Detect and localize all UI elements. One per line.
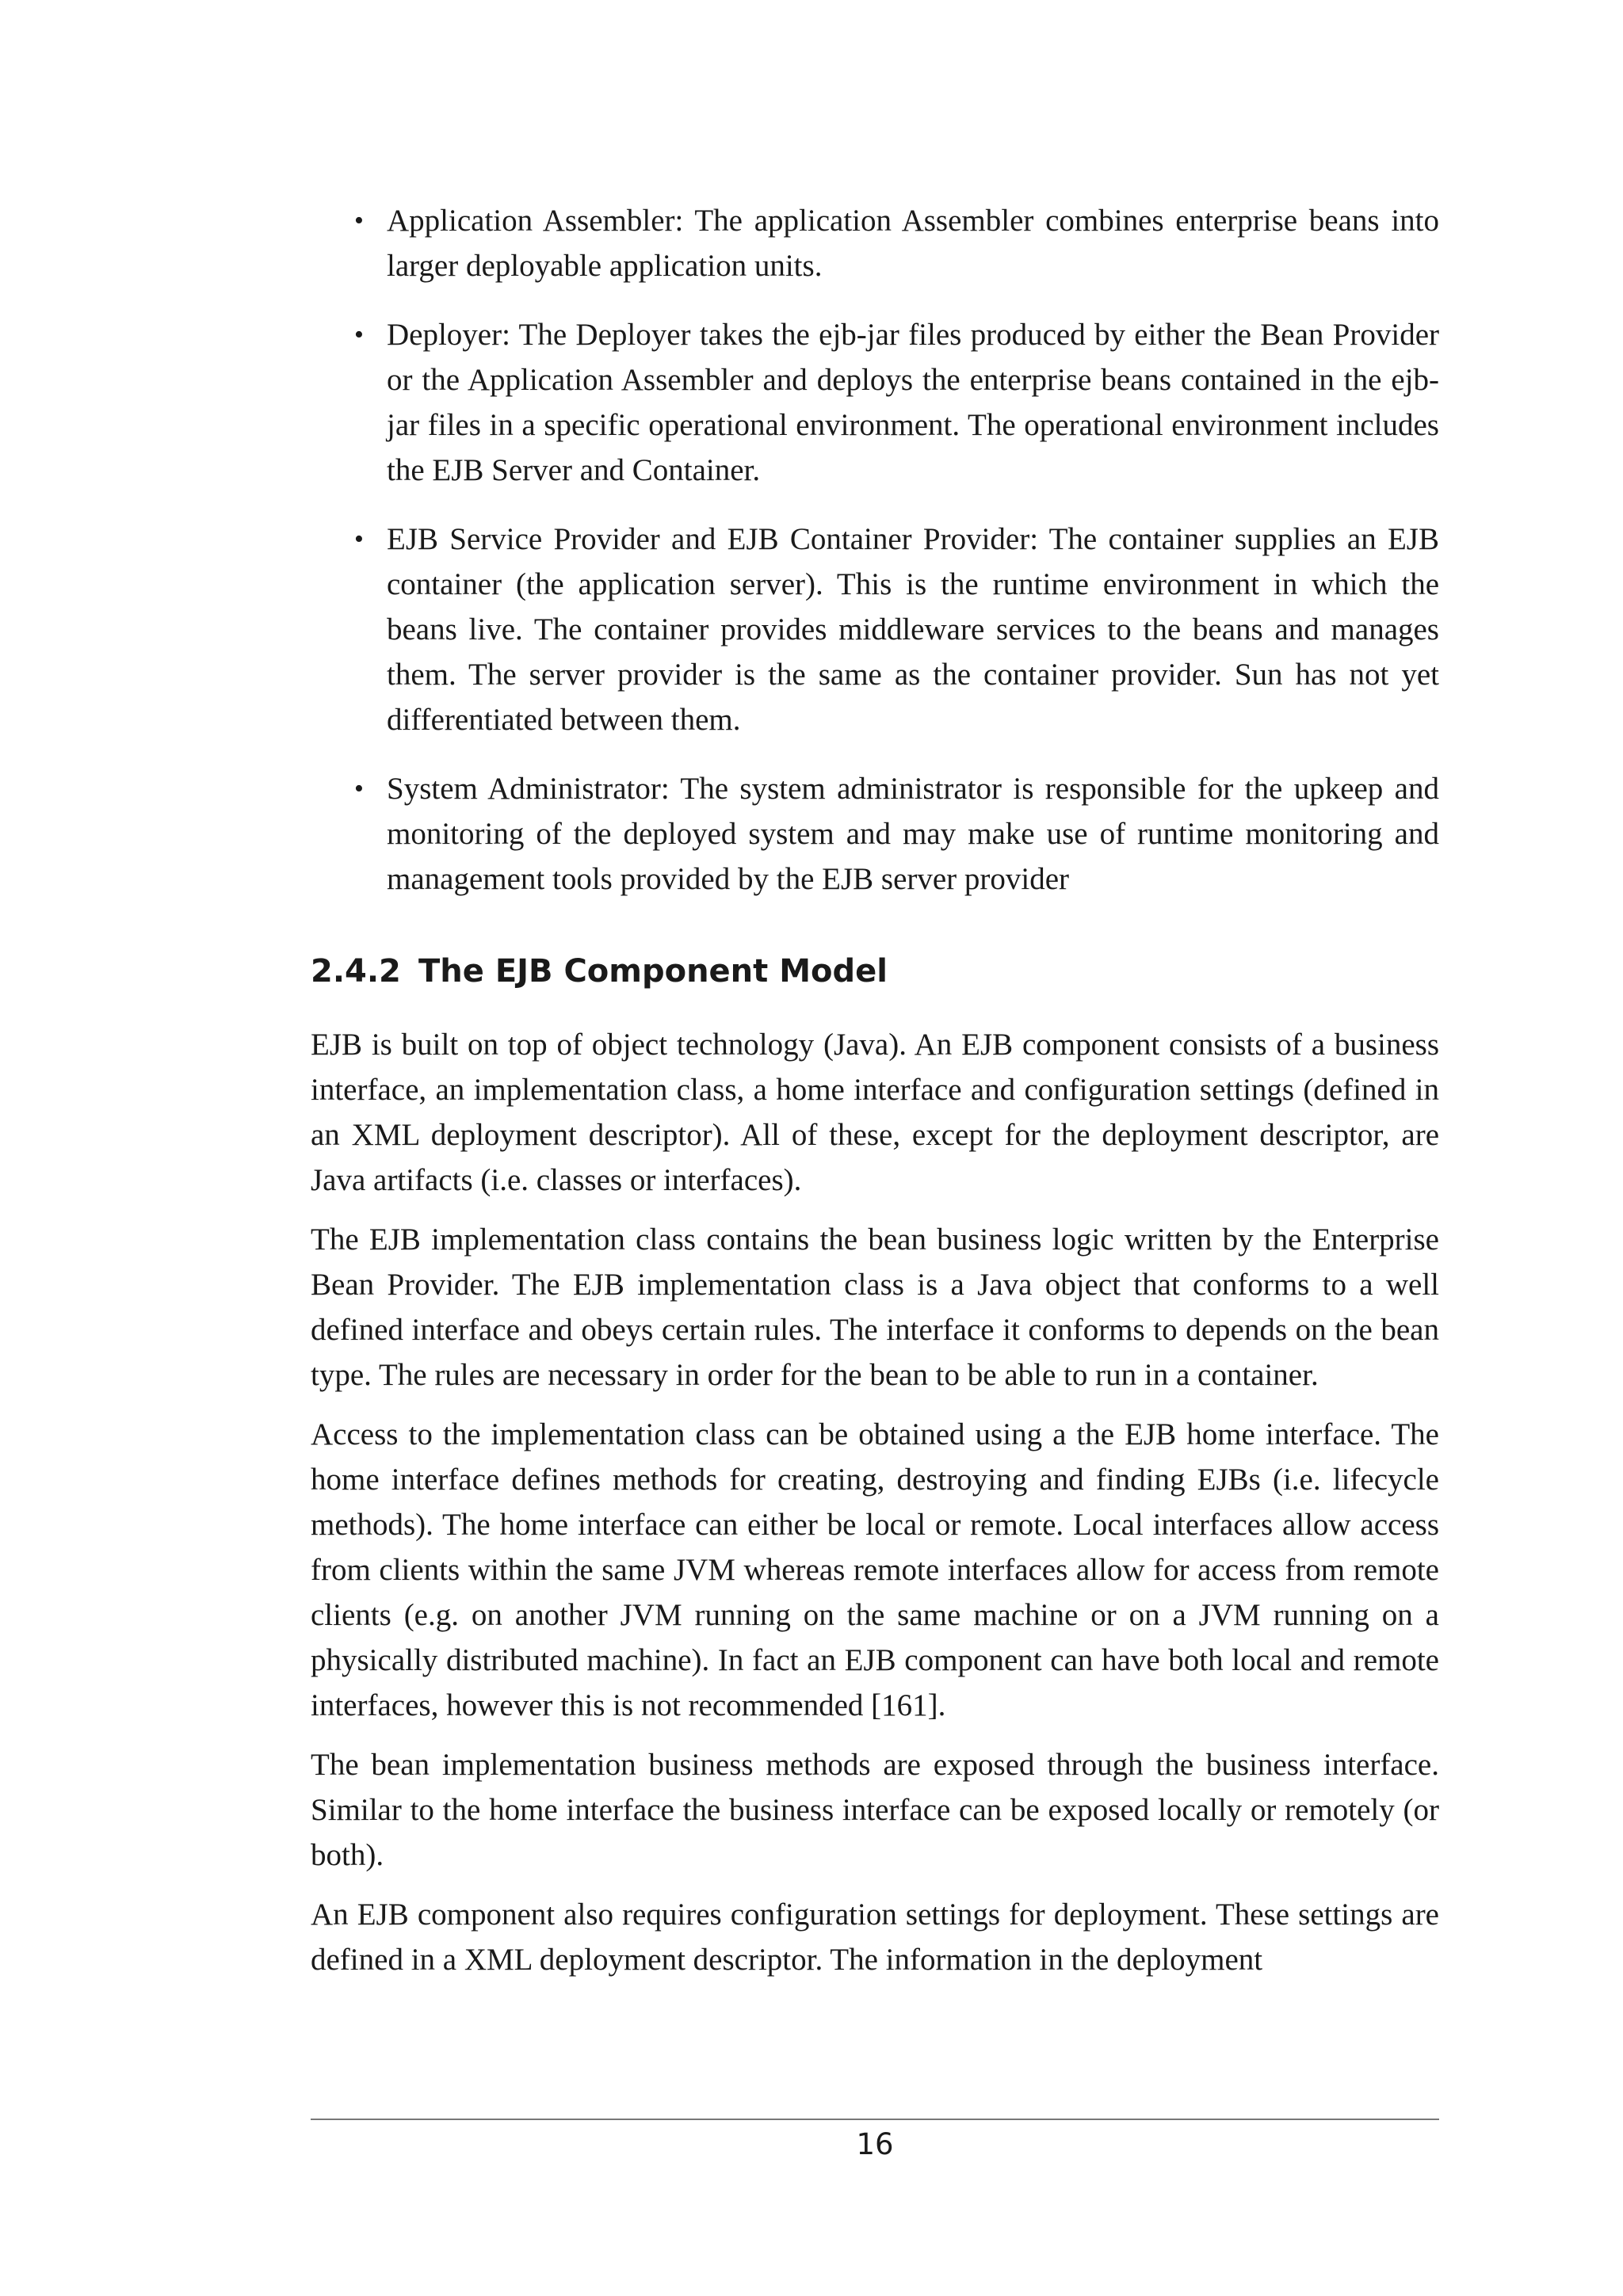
bullet-dot-icon: • (354, 206, 364, 235)
bullet-item-deployer (311, 312, 1439, 493)
section-title: The EJB Component Model (418, 953, 888, 990)
bullet-dot-icon: • (354, 524, 364, 554)
page-number: 16 (856, 2127, 894, 2161)
footer-divider (311, 2119, 1439, 2120)
bullet-dot-icon: • (354, 774, 364, 803)
bullet-item-service-provider (311, 517, 1439, 742)
paragraph-implementation-class: The EJB implementation class contains the bean business logic written by the Enterprise Bean Provider. The EJB implementation class is a Java object that conforms to a well defined interface and obeys certain rules. The interface it conforms to depends on the bean type. The rules are necessary in order for the bean to be able to run in a container. (311, 1222, 1439, 1392)
bullet-text: Application Assembler: The application Assembler combines enterprise beans into larger deployable application units. (387, 204, 1439, 283)
paragraph-business-interface: The bean implementation business methods are exposed through the business interface. Similar to the home interface the business interface can be exposed locally or remotely (or both). (311, 1748, 1439, 1872)
bullet-item-system-administrator (311, 766, 1439, 902)
bullet-text: System Administrator: The system administrator is responsible for the upkeep and monitoring of the deployed system and may make use of runtime monitoring and management tools provided by the EJB server provider (387, 772, 1439, 896)
paragraph-ejb-overview: EJB is built on top of object technology (Java). An EJB component consists of a business interface, an implementation class, a home interface and configuration settings (defined in an XML deployment descriptor). All of these, except for the deployment descriptor, are Java artifacts (i.e. classes or interfaces). (311, 1028, 1439, 1197)
paragraph-deployment-descriptor: An EJB component also requires configuration settings for deployment. These settings are defined in a XML deployment descriptor. The information in the deployment (311, 1897, 1439, 1977)
roles-bullet-list (311, 198, 1439, 902)
bullet-dot-icon: • (354, 320, 364, 349)
paragraph-home-interface: Access to the implementation class can be obtained using a the EJB home interface. The home interface defines methods for creating, destroying and finding EJBs (i.e. lifecycle methods). The home interface can either be local or remote. Local interfaces allow access from clients within the same JVM whereas remote interfaces allow for access from remote clients (e.g. on another JVM running on the same machine or on a JVM running on a physically distributed machine). In fact an EJB component can have both local and remote interfaces, however this is not recommended [161]. (311, 1417, 1439, 1722)
bullet-item-application-assembler (311, 198, 1439, 288)
section-number: 2.4.2 (311, 953, 401, 990)
bullet-text: EJB Service Provider and EJB Container Provider: The container supplies an EJB container (the application server). This is the runtime environment in which the beans live. The container provides middleware services to the beans and manages them. The server provider is the same as the container provider. Sun has not yet differentiated between them. (387, 522, 1439, 737)
page-body (311, 198, 1439, 1997)
bullet-text: Deployer: The Deployer takes the ejb-jar files produced by either the Bean Provider or the Application Assembler and deploys the enterprise beans contained in the ejb-jar files in a specific operational environment. The operational environment includes the EJB Server and Container. (387, 318, 1439, 487)
section-heading (311, 949, 1439, 994)
